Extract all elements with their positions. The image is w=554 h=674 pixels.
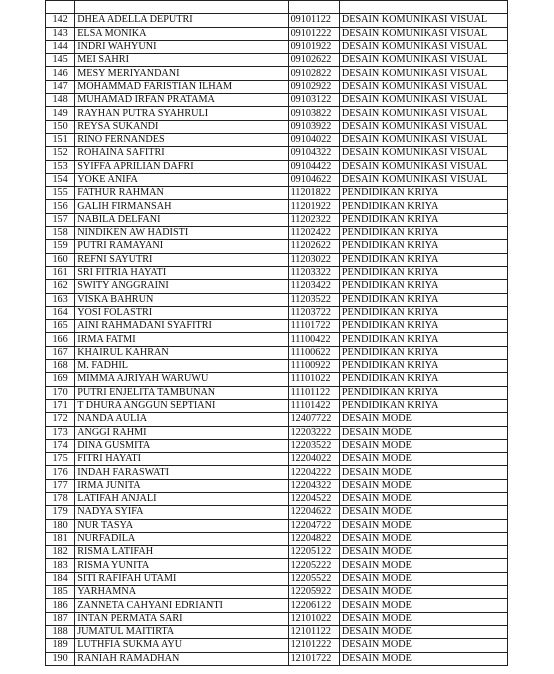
student-id-cell: 12101122 <box>288 625 339 638</box>
row-number-cell: 160 <box>46 253 75 266</box>
study-program-cell: DESAIN MODE <box>339 413 507 426</box>
student-name-cell: RANIAH RAMADHAN <box>75 652 288 665</box>
study-program-cell: DESAIN MODE <box>339 466 507 479</box>
row-number-cell: 145 <box>46 54 75 67</box>
study-program-cell: PENDIDIKAN KRIYA <box>339 346 507 359</box>
student-id-cell: 09104022 <box>288 133 339 146</box>
study-program-cell: DESAIN KOMUNIKASI VISUAL <box>339 173 507 186</box>
study-program-cell: DESAIN MODE <box>339 586 507 599</box>
student-name-cell: SWITY ANGGRAINI <box>75 280 288 293</box>
table-row <box>46 253 508 266</box>
student-name-cell: MUHAMAD IRFAN PRATAMA <box>75 94 288 107</box>
student-id-cell: 11101022 <box>288 373 339 386</box>
row-number-cell: 165 <box>46 320 75 333</box>
student-name-cell: KHAIRUL KAHRAN <box>75 346 288 359</box>
table-row <box>46 519 508 532</box>
student-name-cell: INTAN PERMATA SARI <box>75 612 288 625</box>
study-program-cell: DESAIN MODE <box>339 612 507 625</box>
row-number-cell: 174 <box>46 439 75 452</box>
study-program-cell: DESAIN MODE <box>339 572 507 585</box>
row-number-cell: 188 <box>46 625 75 638</box>
student-name-cell: MEI SAHRI <box>75 54 288 67</box>
table-row <box>46 599 508 612</box>
table-row <box>46 652 508 665</box>
row-number-cell: 181 <box>46 532 75 545</box>
study-program-cell: DESAIN KOMUNIKASI VISUAL <box>339 120 507 133</box>
study-program-cell: PENDIDIKAN KRIYA <box>339 280 507 293</box>
student-id-cell: 12203222 <box>288 426 339 439</box>
student-name-cell: IRMA FATMI <box>75 333 288 346</box>
row-number-cell: 152 <box>46 147 75 160</box>
row-number-cell: 179 <box>46 506 75 519</box>
student-name-cell: NINDIKEN AW HADISTI <box>75 227 288 240</box>
table-row <box>46 94 508 107</box>
student-id-cell: 09103122 <box>288 94 339 107</box>
table-row <box>46 492 508 505</box>
table-row <box>46 399 508 412</box>
row-number-cell: 186 <box>46 599 75 612</box>
table-row <box>46 1 508 14</box>
student-id-cell: 11202422 <box>288 227 339 240</box>
row-number-cell: 159 <box>46 240 75 253</box>
study-program-cell: PENDIDIKAN KRIYA <box>339 373 507 386</box>
row-number-cell: 161 <box>46 266 75 279</box>
student-roster-table <box>45 0 508 666</box>
row-number-cell: 183 <box>46 559 75 572</box>
table-row <box>46 306 508 319</box>
student-id-cell: 11202622 <box>288 240 339 253</box>
student-name-cell: SITI RAFIFAH UTAMI <box>75 572 288 585</box>
student-id-cell: 11101122 <box>288 386 339 399</box>
table-row <box>46 67 508 80</box>
student-id-cell: 11100422 <box>288 333 339 346</box>
study-program-cell: DESAIN KOMUNIKASI VISUAL <box>339 14 507 27</box>
table-row <box>46 27 508 40</box>
row-number-cell: 187 <box>46 612 75 625</box>
study-program-cell: DESAIN KOMUNIKASI VISUAL <box>339 67 507 80</box>
student-id-cell: 12204622 <box>288 506 339 519</box>
student-name-cell: REFNI SAYUTRI <box>75 253 288 266</box>
study-program-cell: DESAIN KOMUNIKASI VISUAL <box>339 160 507 173</box>
student-id-cell: 09102622 <box>288 54 339 67</box>
study-program-cell: PENDIDIKAN KRIYA <box>339 213 507 226</box>
row-number-cell: 180 <box>46 519 75 532</box>
student-name-cell: NABILA DELFANI <box>75 213 288 226</box>
student-name-cell: ANGGI RAHMI <box>75 426 288 439</box>
student-id-cell: 12101722 <box>288 652 339 665</box>
table-row <box>46 532 508 545</box>
row-number-cell: 162 <box>46 280 75 293</box>
study-program-cell: DESAIN MODE <box>339 546 507 559</box>
student-name-cell: DHEA ADELLA DEPUTRI <box>75 14 288 27</box>
student-id-cell: 09101222 <box>288 27 339 40</box>
row-number-cell: 154 <box>46 173 75 186</box>
study-program-cell: DESAIN MODE <box>339 639 507 652</box>
table-row <box>46 360 508 373</box>
student-id-cell: 12205522 <box>288 572 339 585</box>
table-row <box>46 80 508 93</box>
student-name-cell: ELSA MONIKA <box>75 27 288 40</box>
table-row <box>46 200 508 213</box>
row-number-cell: 163 <box>46 293 75 306</box>
student-id-cell: 12204522 <box>288 492 339 505</box>
row-number-cell: 177 <box>46 479 75 492</box>
student-id-cell: 11202322 <box>288 213 339 226</box>
study-program-cell: DESAIN MODE <box>339 532 507 545</box>
row-number-cell: 142 <box>46 14 75 27</box>
student-name-cell: MESY MERIYANDANI <box>75 67 288 80</box>
student-id-cell: 11201822 <box>288 187 339 200</box>
table-row <box>46 413 508 426</box>
student-id-cell: 12204322 <box>288 479 339 492</box>
student-id-cell: 12205922 <box>288 586 339 599</box>
student-name-cell: FITRI HAYATI <box>75 453 288 466</box>
study-program-cell: PENDIDIKAN KRIYA <box>339 240 507 253</box>
student-id-cell: 09102822 <box>288 67 339 80</box>
student-id-cell: 12204222 <box>288 466 339 479</box>
row-number-cell: 147 <box>46 80 75 93</box>
row-number-cell: 173 <box>46 426 75 439</box>
table-row <box>46 187 508 200</box>
student-id-cell: 11100622 <box>288 346 339 359</box>
student-id-cell: 12407722 <box>288 413 339 426</box>
student-name-cell <box>75 1 288 14</box>
row-number-cell: 169 <box>46 373 75 386</box>
student-name-cell: JUMATUL MAITIRTA <box>75 625 288 638</box>
student-name-cell: SRI FITRIA HAYATI <box>75 266 288 279</box>
row-number-cell: 190 <box>46 652 75 665</box>
table-row <box>46 559 508 572</box>
student-id-cell <box>288 1 339 14</box>
student-id-cell: 12101022 <box>288 612 339 625</box>
student-name-cell: FATHUR RAHMAN <box>75 187 288 200</box>
student-name-cell: RISMA YUNITA <box>75 559 288 572</box>
student-name-cell: T DHURA ANGGUN SEPTIANI <box>75 399 288 412</box>
student-id-cell: 12206122 <box>288 599 339 612</box>
table-row <box>46 160 508 173</box>
table-row <box>46 639 508 652</box>
table-row <box>46 586 508 599</box>
student-name-cell: AINI RAHMADANI SYAFITRI <box>75 320 288 333</box>
row-number-cell: 170 <box>46 386 75 399</box>
student-name-cell: YARHAMNA <box>75 586 288 599</box>
student-id-cell: 09104622 <box>288 173 339 186</box>
student-id-cell: 12101222 <box>288 639 339 652</box>
row-number-cell <box>46 1 75 14</box>
table-row <box>46 506 508 519</box>
row-number-cell: 189 <box>46 639 75 652</box>
student-name-cell: PUTRI RAMAYANI <box>75 240 288 253</box>
student-name-cell: NUR TASYA <box>75 519 288 532</box>
study-program-cell: PENDIDIKAN KRIYA <box>339 187 507 200</box>
student-name-cell: YOSI FOLASTRI <box>75 306 288 319</box>
row-number-cell: 172 <box>46 413 75 426</box>
table-row <box>46 426 508 439</box>
row-number-cell: 164 <box>46 306 75 319</box>
table-row <box>46 240 508 253</box>
student-name-cell: PUTRI ENJELITA TAMBUNAN <box>75 386 288 399</box>
study-program-cell: PENDIDIKAN KRIYA <box>339 200 507 213</box>
table-row <box>46 266 508 279</box>
row-number-cell: 167 <box>46 346 75 359</box>
row-number-cell: 143 <box>46 27 75 40</box>
student-id-cell: 11203322 <box>288 266 339 279</box>
student-name-cell: RISMA LATIFAH <box>75 546 288 559</box>
study-program-cell: DESAIN KOMUNIKASI VISUAL <box>339 80 507 93</box>
row-number-cell: 148 <box>46 94 75 107</box>
student-name-cell: INDRI WAHYUNI <box>75 40 288 53</box>
row-number-cell: 157 <box>46 213 75 226</box>
study-program-cell: DESAIN KOMUNIKASI VISUAL <box>339 147 507 160</box>
table-row <box>46 14 508 27</box>
study-program-cell: DESAIN KOMUNIKASI VISUAL <box>339 94 507 107</box>
student-id-cell: 09103922 <box>288 120 339 133</box>
student-name-cell: ZANNETA CAHYANI EDRIANTI <box>75 599 288 612</box>
row-number-cell: 151 <box>46 133 75 146</box>
student-name-cell: M. FADHIL <box>75 360 288 373</box>
student-id-cell: 11203022 <box>288 253 339 266</box>
study-program-cell: DESAIN KOMUNIKASI VISUAL <box>339 107 507 120</box>
student-id-cell: 12204722 <box>288 519 339 532</box>
student-id-cell: 12204822 <box>288 532 339 545</box>
study-program-cell: DESAIN MODE <box>339 652 507 665</box>
row-number-cell: 146 <box>46 67 75 80</box>
table-row <box>46 386 508 399</box>
row-number-cell: 176 <box>46 466 75 479</box>
study-program-cell: PENDIDIKAN KRIYA <box>339 399 507 412</box>
student-name-cell: SYIFFA APRILIAN DAFRI <box>75 160 288 173</box>
row-number-cell: 166 <box>46 333 75 346</box>
study-program-cell: PENDIDIKAN KRIYA <box>339 227 507 240</box>
table-row <box>46 373 508 386</box>
table-row <box>46 40 508 53</box>
student-name-cell: IRMA JUNITA <box>75 479 288 492</box>
study-program-cell: PENDIDIKAN KRIYA <box>339 253 507 266</box>
student-id-cell: 09103822 <box>288 107 339 120</box>
table-row <box>46 625 508 638</box>
study-program-cell: DESAIN MODE <box>339 453 507 466</box>
study-program-cell: DESAIN MODE <box>339 599 507 612</box>
row-number-cell: 178 <box>46 492 75 505</box>
table-row <box>46 227 508 240</box>
row-number-cell: 155 <box>46 187 75 200</box>
study-program-cell: DESAIN MODE <box>339 439 507 452</box>
student-id-cell: 11203522 <box>288 293 339 306</box>
row-number-cell: 182 <box>46 546 75 559</box>
student-id-cell: 12205122 <box>288 546 339 559</box>
student-id-cell: 12205222 <box>288 559 339 572</box>
row-number-cell: 144 <box>46 40 75 53</box>
study-program-cell: DESAIN MODE <box>339 426 507 439</box>
study-program-cell: DESAIN MODE <box>339 506 507 519</box>
study-program-cell: DESAIN MODE <box>339 625 507 638</box>
table-row <box>46 612 508 625</box>
student-name-cell: REYSA SUKANDI <box>75 120 288 133</box>
table-row <box>46 466 508 479</box>
table-row <box>46 320 508 333</box>
table-row <box>46 120 508 133</box>
study-program-cell: PENDIDIKAN KRIYA <box>339 360 507 373</box>
row-number-cell: 149 <box>46 107 75 120</box>
table-row <box>46 572 508 585</box>
student-id-cell: 12204022 <box>288 453 339 466</box>
student-id-cell: 09101122 <box>288 14 339 27</box>
row-number-cell: 158 <box>46 227 75 240</box>
student-id-cell: 09104422 <box>288 160 339 173</box>
study-program-cell: DESAIN KOMUNIKASI VISUAL <box>339 133 507 146</box>
table-row <box>46 479 508 492</box>
study-program-cell: PENDIDIKAN KRIYA <box>339 266 507 279</box>
table-row <box>46 293 508 306</box>
student-id-cell: 11201922 <box>288 200 339 213</box>
table-row <box>46 54 508 67</box>
study-program-cell: DESAIN MODE <box>339 492 507 505</box>
student-name-cell: RAYHAN PUTRA SYAHRULI <box>75 107 288 120</box>
study-program-cell: DESAIN KOMUNIKASI VISUAL <box>339 27 507 40</box>
student-id-cell: 11101722 <box>288 320 339 333</box>
study-program-cell: DESAIN MODE <box>339 479 507 492</box>
study-program-cell: PENDIDIKAN KRIYA <box>339 386 507 399</box>
student-name-cell: GALIH FIRMANSAH <box>75 200 288 213</box>
student-id-cell: 11100922 <box>288 360 339 373</box>
student-id-cell: 09104322 <box>288 147 339 160</box>
table-row <box>46 147 508 160</box>
study-program-cell: DESAIN KOMUNIKASI VISUAL <box>339 54 507 67</box>
study-program-cell <box>339 1 507 14</box>
student-name-cell: LUTHFIA SUKMA AYU <box>75 639 288 652</box>
table-row <box>46 133 508 146</box>
row-number-cell: 153 <box>46 160 75 173</box>
table-row <box>46 453 508 466</box>
study-program-cell: PENDIDIKAN KRIYA <box>339 320 507 333</box>
row-number-cell: 150 <box>46 120 75 133</box>
study-program-cell: DESAIN KOMUNIKASI VISUAL <box>339 40 507 53</box>
student-name-cell: NURFADILA <box>75 532 288 545</box>
student-name-cell: RINO FERNANDES <box>75 133 288 146</box>
student-id-cell: 09101922 <box>288 40 339 53</box>
student-id-cell: 12203522 <box>288 439 339 452</box>
student-name-cell: LATIFAH ANJALI <box>75 492 288 505</box>
table-row <box>46 173 508 186</box>
table-row <box>46 546 508 559</box>
student-name-cell: MIMMA AJRIYAH WARUWU <box>75 373 288 386</box>
student-id-cell: 11101422 <box>288 399 339 412</box>
table-row <box>46 333 508 346</box>
study-program-cell: DESAIN MODE <box>339 559 507 572</box>
student-name-cell: MOHAMMAD FARISTIAN ILHAM <box>75 80 288 93</box>
row-number-cell: 168 <box>46 360 75 373</box>
table-row <box>46 280 508 293</box>
student-name-cell: NANDA AULIA <box>75 413 288 426</box>
row-number-cell: 185 <box>46 586 75 599</box>
roster-body <box>46 1 508 666</box>
study-program-cell: PENDIDIKAN KRIYA <box>339 306 507 319</box>
table-row <box>46 107 508 120</box>
study-program-cell: PENDIDIKAN KRIYA <box>339 333 507 346</box>
row-number-cell: 175 <box>46 453 75 466</box>
student-name-cell: ROHAINA SAFITRI <box>75 147 288 160</box>
table-row <box>46 213 508 226</box>
student-id-cell: 11203422 <box>288 280 339 293</box>
table-row <box>46 346 508 359</box>
row-number-cell: 184 <box>46 572 75 585</box>
student-id-cell: 11203722 <box>288 306 339 319</box>
student-id-cell: 09102922 <box>288 80 339 93</box>
row-number-cell: 171 <box>46 399 75 412</box>
student-name-cell: NADYA SYIFA <box>75 506 288 519</box>
student-name-cell: VISKA BAHRUN <box>75 293 288 306</box>
student-name-cell: YOKE ANIFA <box>75 173 288 186</box>
student-name-cell: DINA GUSMITA <box>75 439 288 452</box>
student-name-cell: INDAH FARASWATI <box>75 466 288 479</box>
study-program-cell: PENDIDIKAN KRIYA <box>339 293 507 306</box>
study-program-cell: DESAIN MODE <box>339 519 507 532</box>
row-number-cell: 156 <box>46 200 75 213</box>
table-row <box>46 439 508 452</box>
